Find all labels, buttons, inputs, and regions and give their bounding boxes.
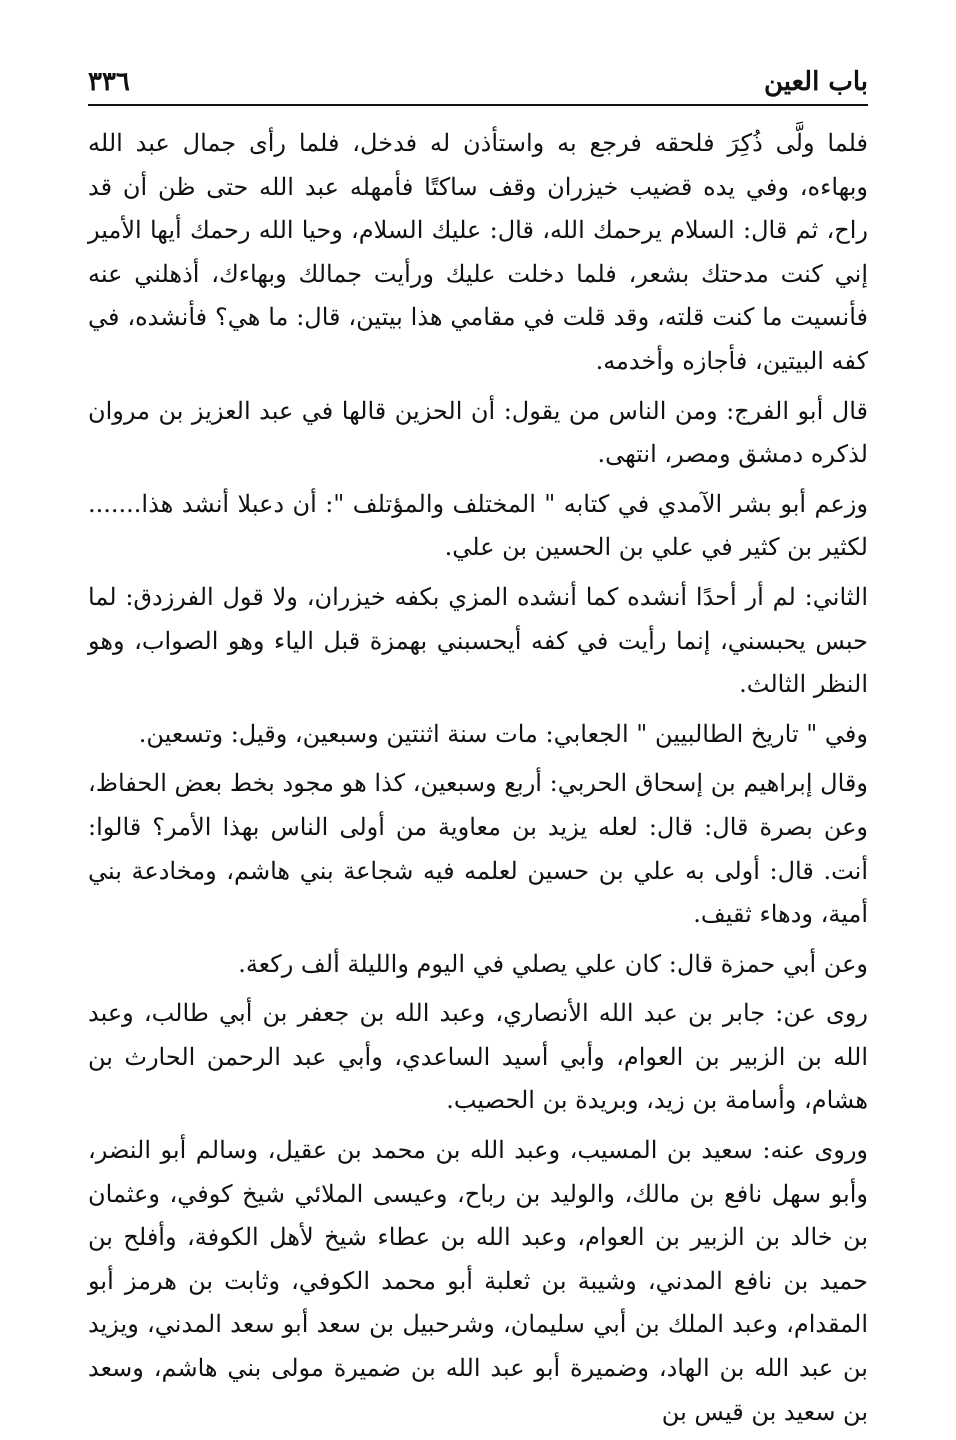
paragraph: قال أبو الفرج: ومن الناس من يقول: أن الحزين قالها في عبد العزيز بن مروان لذكره دمشق ومصر، انتهى. (88, 396, 868, 469)
paragraph: وقال إبراهيم بن إسحاق الحربي: أربع وسبعين، كذا هو مجود بخط بعض الحفاظ، وعن بصرة قال: قال: لعله يزيد بن معاوية من أولى الناس بهذا الأمر؟ قالوا: أنت. قال: أولى به علي بن حسين لعلمه فيه شجاعة بني هاشم، ومخادعة بني أمية، ودهاء ثقيف. (88, 769, 868, 929)
paragraph: روى عن: جابر بن عبد الله الأنصاري، وعبد الله بن جعفر بن أبي طالب، وعبد الله بن الزبير بن العوام، وأبي أسيد الساعدي، وأبي عبد الرحمن الحارث بن هشام، وأسامة بن زيد، وبريدة بن الحصيب. (88, 999, 868, 1115)
chapter-title: باب العين (763, 67, 868, 97)
paragraph: وروى عنه: سعيد بن المسيب، وعبد الله بن محمد بن عقيل، وسالم أبو النضر، وأبو سهل نافع بن مالك، والوليد بن رباح، وعيسى الملائي شيخ كوفي، وعثمان بن خالد بن الزبير بن العوام، وعبد الله بن عطاء شيخ لأهل الكوفة، وأفلح بن حميد بن نافع المدني، وشيبة بن ثعلبة أبو محمد الكوفي، وثابت بن هرمز أبو المقدام، وعبد الملك بن أبي سليمان، وشرحبيل بن سعد أبو سعد المدني، ويزيد بن عبد الله بن الهاد، وضميرة أبو عبد الله بن ضميرة مولى بني هاشم، وسعد بن سعيد بن قيس بن (88, 1136, 868, 1426)
paragraph: وزعم أبو بشر الآمدي في كتابه " المختلف والمؤتلف ": أن دعبلا أنشد هذا....... لكثير بن كثير في علي بن الحسين بن علي. (88, 489, 868, 562)
page-number: ٣٣٦ (88, 67, 130, 97)
body-text (88, 122, 868, 1440)
paragraph: فلما ولَّى ذُكِرَ فلحقه فرجع به واستأذن له فدخل، فلما رأى جمال عبد الله وبهاءه، وفي يده قضيب خيزران وقف ساكتًا فأمهله عبد الله حتى ظن أن قد راح، ثم قال: السلام يرحمك الله، قال: عليك السلام، وحيا الله رحمك أيها الأمير إني كنت مدحتك بشعر، فلما دخلت عليك ورأيت جمالك وبهاءك، أذهلني عنه فأنسيت ما كنت قلته، وقد قلت في مقامي هذا بيتين، قال: ما هي؟ فأنشده، في كفه البيتين، فأجازه وأخدمه. (88, 129, 869, 375)
running-header (88, 62, 868, 106)
paragraph: وفي " تاريخ الطالبيين " الجعابي: مات سنة اثنتين وسبعين، وقيل: وتسعين. (138, 719, 868, 748)
paragraph: الثاني: لم أر أحدًا أنشده كما أنشده المزي بكفه خيزران، ولا قول الفرزدق: لما حبس يحبسني، إنما رأيت في كفه أيحسبني بهمزة قبل الياء وهو الصواب، وهو النظر الثالث. (88, 582, 868, 699)
paragraph: وعن أبي حمزة قال: كان علي يصلي في اليوم والليلة ألف ركعة. (238, 949, 868, 978)
